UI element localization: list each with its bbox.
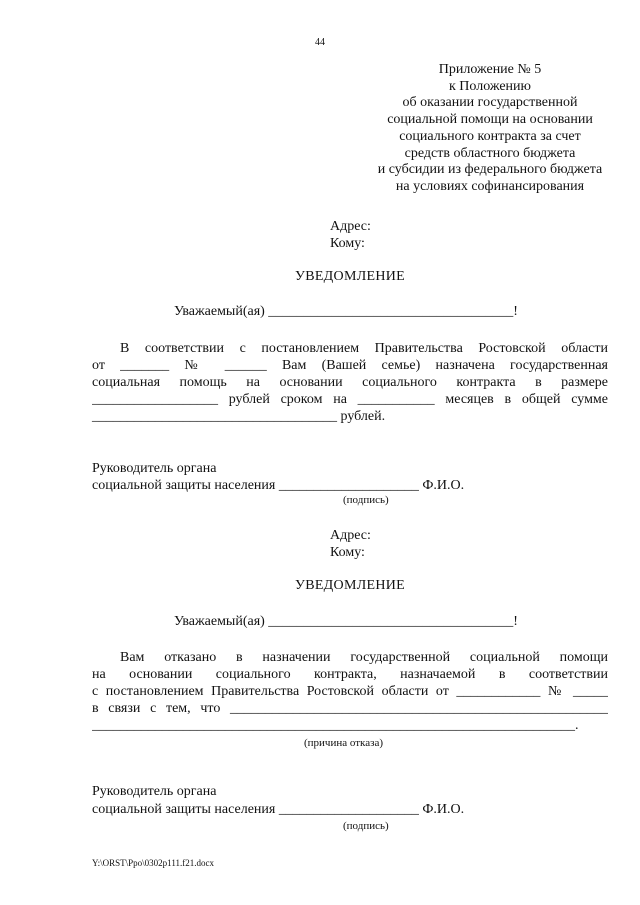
appendix-line: социального контракта за счет: [399, 128, 581, 144]
body-line: __________________ рублей сроком на ___________ месяцев в общей сумме: [92, 392, 608, 407]
notice-body: [92, 649, 608, 734]
body-line: ___________________________________ рублей.: [92, 409, 386, 424]
greeting-line: Уважаемый(ая) ___________________________________!: [174, 304, 518, 319]
appendix-line: средств областного бюджета: [404, 145, 576, 161]
signature-caption: (подпись): [343, 820, 389, 832]
appendix-line: и субсидии из федерального бюджета: [377, 162, 603, 178]
body-line: В соответствии с постановлением Правительства Ростовской области: [120, 341, 608, 356]
appendix-header: [340, 62, 640, 196]
notice-title: УВЕДОМЛЕНИЕ: [294, 269, 406, 284]
greeting-line: Уважаемый(ая) ___________________________________!: [174, 614, 518, 629]
notice-title: УВЕДОМЛЕНИЕ: [294, 578, 406, 593]
appendix-line: социальной помощи на основании: [387, 112, 593, 128]
appendix-line: об оказании государственной: [402, 95, 578, 111]
body-line: _____________________________________________________________________.: [92, 718, 579, 733]
signature-caption: (подпись): [343, 494, 389, 506]
to-label: Кому:: [330, 236, 365, 251]
signature-line: социальной защиты населения ____________________ Ф.И.О.: [92, 802, 465, 817]
file-path-footer: Y:\ORST\Ppo\0302p111.f21.docx: [92, 858, 215, 868]
signature-line: социальной защиты населения ____________________ Ф.И.О.: [92, 478, 465, 493]
body-line: с постановлением Правительства Ростовской области от ____________ № _____: [92, 684, 608, 699]
body-line: Вам отказано в назначении государственной социальной помощи: [120, 650, 608, 665]
address-label: Адрес:: [330, 219, 371, 234]
address-label: Адрес:: [330, 528, 371, 543]
body-line: на основании социального контракта, назначаемой в соответствии: [92, 667, 608, 682]
reason-caption: (причина отказа): [304, 737, 383, 749]
appendix-line: на условиях софинансирования: [395, 178, 585, 194]
body-line: социальная помощь на основании социального контракта в размере: [92, 375, 608, 390]
body-line: от _______ № ______ Вам (Вашей семье) назначена государственная: [92, 358, 608, 373]
to-label: Кому:: [330, 545, 365, 560]
signature-title: Руководитель органа: [92, 784, 217, 799]
notice-body: [92, 340, 608, 425]
signature-title: Руководитель органа: [92, 461, 217, 476]
appendix-line: Приложение № 5: [438, 62, 542, 77]
appendix-line: к Положению: [448, 78, 531, 94]
page-number: 44: [315, 37, 325, 48]
body-line: в связи с тем, что ______________________________________________________: [92, 701, 608, 716]
